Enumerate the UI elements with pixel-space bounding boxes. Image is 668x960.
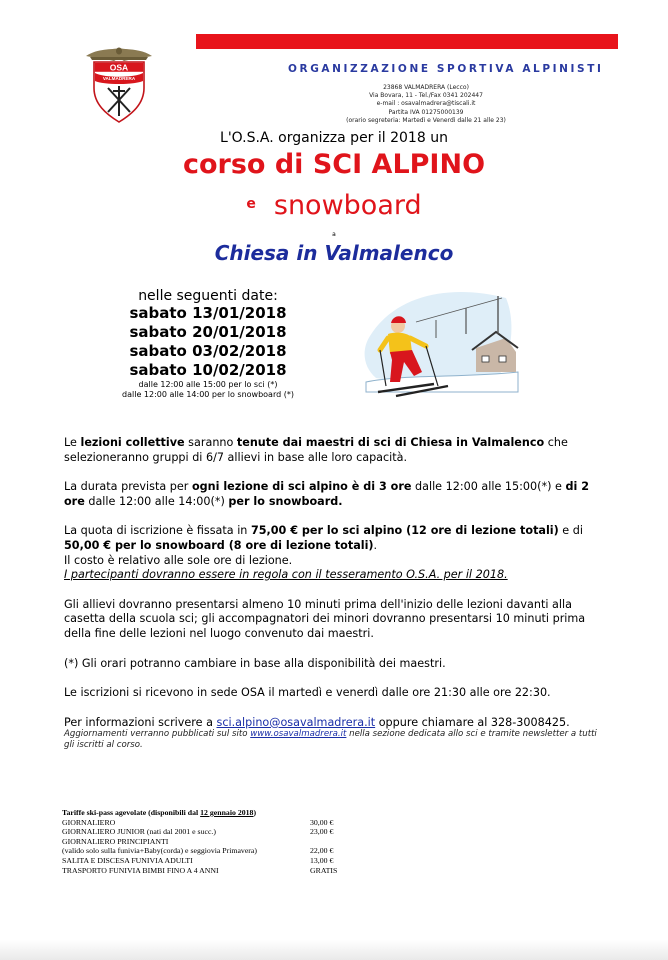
tariff-label: GIORNALIERO JUNIOR (nati dal 2001 e succ.) [62, 827, 216, 837]
membership-note: I partecipanti dovranno essere in regola con il tesseramento O.S.A. per il 2018. [64, 568, 508, 582]
osa-logo [84, 42, 154, 124]
page-bottom-edge [0, 940, 668, 960]
tariff-row [62, 846, 342, 856]
paragraph-lessons [64, 436, 598, 465]
tariff-label: SALITA E DISCESA FUNIVIA ADULTI [62, 855, 193, 865]
date-item: sabato 03/02/2018 [129, 342, 287, 360]
subtitle-line [0, 190, 668, 221]
text-run: Aggiornamenti verranno pubblicati sul sito [64, 729, 251, 739]
organization-name: ORGANIZZAZIONE SPORTIVA ALPINISTI [288, 63, 604, 75]
dates-intro: nelle seguenti date: [138, 288, 278, 304]
text-run: nella sezione dedicata allo sci e tramite newsletter a tutti gli iscritti al corso. [64, 729, 597, 750]
skier-illustration [356, 286, 522, 408]
intro-line: L'O.S.A. organizza per il 2018 un [220, 130, 448, 146]
paragraph-registration: Le iscrizioni si ricevono in sede OSA il martedì e venerdì dalle ore 21:30 alle ore 22:30. [64, 686, 551, 700]
text-run: . [373, 538, 378, 552]
updates-footnote [64, 729, 604, 751]
text-run-bold: lezioni collettive [80, 436, 185, 449]
address-line: (orario segreteria: Martedì e Venerdì dalle 21 alle 23) [346, 116, 506, 124]
text-run-bold: 75,00 € per lo sci alpino (12 ore di lezione totali) [250, 524, 559, 538]
tariff-label: GIORNALIERO PRINCIPIANTI [62, 836, 169, 846]
paragraph-arrival: Gli allievi dovranno presentarsi almeno 10 minuti prima dell'inizio delle lezioni davanti alla casetta della scuola sci; gli accompagnatori dei minori dovranno presentarsi 10 minuti prima della fine delle lezioni nel luogo convenuto dai maestri. [64, 597, 586, 640]
preposition-a: a [332, 231, 336, 238]
tariffs-header [62, 808, 342, 818]
website-link[interactable]: www.osavalmadrera.it [250, 729, 347, 739]
address-line: Via Bovara, 11 - Tel./Fax 0341 202447 [369, 92, 483, 100]
text-run: Il costo è relativo alle sole ore di lezione. [64, 553, 293, 567]
header-red-bar [196, 34, 618, 49]
text-run: Per informazioni scrivere a [64, 715, 217, 729]
text-run: La quota di iscrizione è fissata in [64, 524, 251, 538]
text-run: Tariffe ski-pass agevolate (disponibili dal [62, 808, 201, 817]
tariff-row [62, 818, 342, 828]
course-details [64, 436, 598, 745]
course-title: corso di SCI ALPINO [182, 149, 486, 180]
tariff-label: TRASPORTO FUNIVIA BIMBI FINO A 4 ANNI [62, 865, 219, 875]
text-run: che selezioneranno gruppi di 6/7 allievi in base alle loro capacità. [64, 436, 568, 464]
svg-text:VALMADRERA: VALMADRERA [102, 76, 136, 81]
organization-address [346, 84, 506, 125]
tariff-price: 13,00 € [310, 855, 334, 865]
text-run-bold: di 2 ore [64, 480, 590, 508]
tariff-row [62, 856, 342, 866]
text-run-bold: per lo snowboard. [228, 494, 343, 508]
text-run: saranno [184, 436, 237, 449]
tariff-price: 30,00 € [310, 817, 334, 827]
paragraph-duration [64, 480, 598, 509]
schedule-note-ski: dalle 12:00 alle 15:00 per lo sci (*) [138, 380, 278, 389]
svg-text:OSA: OSA [109, 62, 129, 73]
text-run: Le [64, 436, 81, 449]
tariff-row [62, 837, 342, 847]
tariff-price [310, 837, 342, 847]
tariff-price: GRATIS [310, 865, 338, 875]
text-run: dalle 12:00 alle 15:00(*) e [411, 480, 566, 494]
tariff-row [62, 827, 342, 837]
dates-block [88, 288, 328, 400]
tariff-price: 22,00 € [310, 846, 334, 856]
text-run-bold: ogni lezione di sci alpino è di 3 ore [191, 480, 412, 494]
paragraph-fees [64, 524, 598, 582]
tariff-row [62, 866, 342, 876]
text-run-bold: 50,00 € per lo snowboard (8 ore di lezione totali) [64, 538, 374, 552]
tariff-label: GIORNALIERO [62, 817, 116, 827]
tariff-label: (valido solo sulla funivia+Baby(corda) e seggiovia Primavera) [62, 846, 257, 856]
snowboard-subtitle: snowboard [273, 190, 422, 221]
paragraph-schedule-note: (*) Gli orari potranno cambiare in base alla disponibilità dei maestri. [64, 656, 446, 670]
date-item: sabato 10/02/2018 [129, 361, 287, 379]
text-run: e di [558, 524, 583, 538]
schedule-note-snowboard: dalle 12:00 alle 14:00 per lo snowboard (*) [122, 390, 294, 399]
address-line: e-mail : osavalmadrera@tiscali.it [376, 100, 476, 108]
address-line: 23868 VALMADRERA (Lecco) [383, 84, 469, 91]
date-item: sabato 13/01/2018 [129, 304, 287, 322]
address-line: Partita IVA 01275000139 [388, 108, 464, 116]
text-run: ) [253, 808, 257, 817]
text-run-bold: tenute dai maestri di sci di Chiesa in Valmalenco [236, 436, 545, 449]
text-run: oppure chiamare al 328-3008425. [375, 715, 570, 729]
tariffs-date: 12 gennaio 2018 [200, 808, 254, 817]
email-link[interactable]: sci.alpino@osavalmadrera.it [216, 715, 376, 729]
tariff-price: 23,00 € [310, 827, 334, 837]
and-word: e [246, 196, 256, 212]
text-run: La durata prevista per [64, 480, 192, 494]
text-run: dalle 12:00 alle 14:00(*) [84, 494, 229, 508]
location-title: Chiesa in Valmalenco [214, 241, 454, 265]
date-item: sabato 20/01/2018 [129, 323, 287, 341]
skipass-tariffs [62, 808, 342, 875]
